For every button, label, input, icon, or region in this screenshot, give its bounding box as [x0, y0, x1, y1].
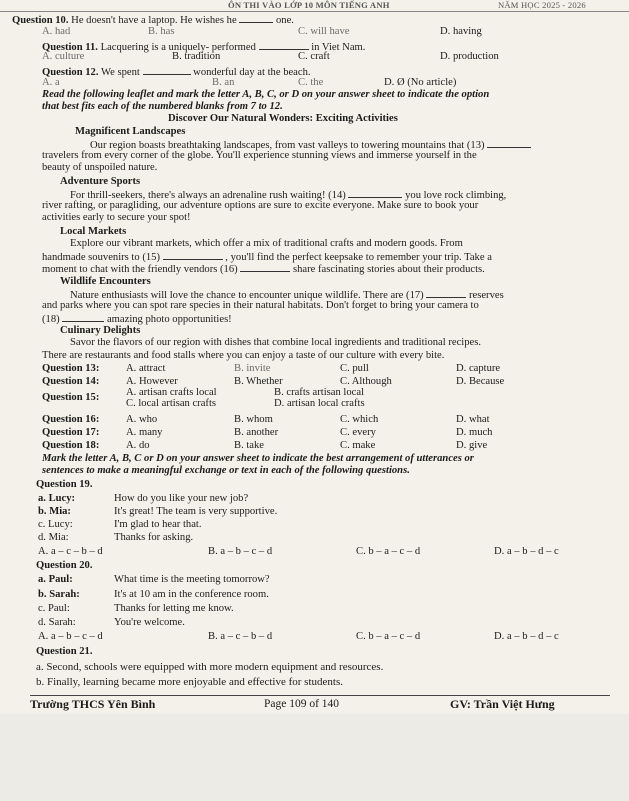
footer-teacher: GV: Trần Việt Hưng — [450, 697, 555, 711]
markets-line-3: moment to chat with the friendly vendors (16) share fascinating stories about their products. — [42, 264, 485, 275]
answer-blank-18[interactable] — [62, 312, 104, 322]
q13-label: Question 13: — [42, 363, 100, 374]
q11-option-a[interactable]: A. culture — [42, 51, 85, 62]
q10-option-a[interactable]: A. had — [42, 26, 71, 37]
q20-utterance: It's at 10 am in the conference room. — [114, 589, 269, 600]
q20-utterance: You're welcome. — [114, 617, 185, 628]
section-heading-culinary: Culinary Delights — [60, 325, 141, 336]
wildlife-line-2: and parks where you can spot rare species in their natural habitats. Don't forget to bring your camera to — [42, 300, 479, 311]
header-year: NĂM HỌC 2025 - 2026 — [498, 0, 586, 10]
sports-line-1: For thrill-seekers, there's always an adrenaline rush waiting! (14) you love rock climbing, — [70, 190, 507, 201]
q19-utterance: Thanks for asking. — [114, 532, 194, 543]
q19-speaker: b. Mia: — [38, 506, 71, 517]
q15-option-b[interactable]: B. crafts artisan local — [274, 387, 365, 398]
q12-option-a[interactable]: A. a — [42, 77, 60, 88]
q13-option-b[interactable]: B. invite — [234, 363, 271, 374]
q19-label: Question 19. — [36, 479, 93, 490]
q12-option-d[interactable]: D. Ø (No article) — [384, 77, 457, 88]
footer-rule — [30, 695, 610, 696]
answer-blank-15[interactable] — [163, 250, 223, 260]
q20-speaker: b. Sarah: — [38, 589, 80, 600]
markets-line-2: handmade souvenirs to (15) , you'll find the perfect keepsake to remember your trip. Take a — [42, 252, 492, 263]
q14-option-b[interactable]: B. Whether — [234, 376, 283, 387]
q21-sentence: b. Finally, learning became more enjoyable and effective for students. — [36, 676, 343, 688]
q19-speaker: a. Lucy: — [38, 493, 76, 504]
landscapes-line-2: travelers from every corner of the globe. You'll experience stunning views and immerse yourself in the — [42, 150, 477, 161]
q20-option-a[interactable]: A. a – b – c – d — [38, 631, 103, 642]
page-number: Page 109 of 140 — [264, 698, 340, 710]
q15-option-d[interactable]: D. artisan local crafts — [274, 398, 365, 409]
q18-option-c[interactable]: C. make — [340, 440, 376, 451]
answer-blank[interactable] — [143, 65, 191, 75]
q19-option-b[interactable]: B. a – b – c – d — [208, 546, 273, 557]
wildlife-line-3: (18) amazing photo opportunities! — [42, 314, 232, 325]
q11-option-b[interactable]: B. tradition — [172, 51, 221, 62]
q18-option-d[interactable]: D. give — [456, 440, 488, 451]
q20-option-d[interactable]: D. a – b – d – c — [494, 631, 559, 642]
footer-school: Trường THCS Yên Bình — [30, 697, 156, 711]
page-bottom-margin — [0, 714, 629, 801]
q15-option-a[interactable]: A. artisan crafts local — [126, 387, 217, 398]
q16-option-a[interactable]: A. who — [126, 414, 158, 425]
q14-option-a[interactable]: A. However — [126, 376, 178, 387]
q20-option-c[interactable]: C. b – a – c – d — [356, 631, 421, 642]
instruction-text: Mark the letter A, B, C or D on your answer sheet to indicate the best arrangement of utterances or — [42, 453, 474, 464]
header-title: ÔN THI VÀO LỚP 10 MÔN TIẾNG ANH — [228, 0, 390, 10]
q17-option-d[interactable]: D. much — [456, 427, 493, 438]
section-heading-landscapes: Magnificent Landscapes — [75, 126, 186, 137]
q19-speaker: c. Lucy: — [38, 519, 73, 530]
q10-option-d[interactable]: D. having — [440, 26, 482, 37]
q21-sentence: a. Second, schools were equipped with more modern equipment and resources. — [36, 661, 384, 673]
q13-option-d[interactable]: D. capture — [456, 363, 501, 374]
question-10: Question 10. He doesn't have a laptop. He wishes he one. — [12, 15, 294, 26]
answer-blank-13[interactable] — [487, 138, 531, 148]
q12-option-b[interactable]: B. an — [212, 77, 235, 88]
q20-option-b[interactable]: B. a – c – b – d — [208, 631, 273, 642]
landscapes-line-3: beauty of unspoiled nature. — [42, 162, 158, 173]
q18-label: Question 18: — [42, 440, 100, 451]
q16-option-b[interactable]: B. whom — [234, 414, 273, 425]
q20-utterance: What time is the meeting tomorrow? — [114, 574, 270, 585]
q16-label: Question 16: — [42, 414, 100, 425]
q12-option-c[interactable]: C. the — [298, 77, 324, 88]
question-12: Question 12. We spent wonderful day at the beach. — [42, 67, 311, 78]
instruction-text: Read the following leaflet and mark the letter A, B, C, or D on your answer sheet to indicate the option — [42, 89, 490, 100]
q19-option-a[interactable]: A. a – c – b – d — [38, 546, 103, 557]
q17-option-b[interactable]: B. another — [234, 427, 279, 438]
q14-label: Question 14: — [42, 376, 100, 387]
q15-option-c[interactable]: C. local artisan crafts — [126, 398, 217, 409]
answer-blank[interactable] — [259, 40, 309, 50]
answer-blank-17[interactable] — [426, 288, 466, 298]
q19-utterance: How do you like your new job? — [114, 493, 249, 504]
culinary-line-1: Savor the flavors of our region with dishes that combine local ingredients and traditional recipes. — [70, 337, 481, 348]
q19-utterance: It's great! The team is very supportive. — [114, 506, 278, 517]
q18-option-b[interactable]: B. take — [234, 440, 265, 451]
wildlife-line-1: Nature enthusiasts will love the chance to encounter unique wildlife. There are (17) reserves — [70, 290, 504, 301]
section-heading-sports: Adventure Sports — [60, 176, 141, 187]
answer-blank-14[interactable] — [348, 188, 402, 198]
q13-option-c[interactable]: C. pull — [340, 363, 369, 374]
section-heading-markets: Local Markets — [60, 226, 127, 237]
q20-utterance: Thanks for letting me know. — [114, 603, 234, 614]
sports-line-3: activities early to secure your spot! — [42, 212, 191, 223]
landscapes-line-1: Our region boasts breathtaking landscapes, from vast valleys to towering mountains that (13) — [90, 138, 531, 152]
q19-speaker: d. Mia: — [38, 532, 69, 543]
q20-speaker: c. Paul: — [38, 603, 70, 614]
q18-option-a[interactable]: A. do — [126, 440, 150, 451]
q17-option-a[interactable]: A. many — [126, 427, 163, 438]
q11-option-c[interactable]: C. craft — [298, 51, 330, 62]
q13-option-a[interactable]: A. attract — [126, 363, 166, 374]
q14-option-c[interactable]: C. Although — [340, 376, 392, 387]
q20-speaker: d. Sarah: — [38, 617, 76, 628]
answer-blank-16[interactable] — [240, 262, 290, 272]
section-heading-wildlife: Wildlife Encounters — [60, 276, 151, 287]
q15-label: Question 15: — [42, 392, 100, 403]
instruction-text: that best fits each of the numbered blanks from 7 to 12. — [42, 101, 283, 112]
q16-option-c[interactable]: C. which — [340, 414, 379, 425]
q19-option-c[interactable]: C. b – a – c – d — [356, 546, 421, 557]
instruction-text: sentences to make a meaningful exchange or text in each of the following questions. — [42, 465, 410, 476]
sports-line-2: river rafting, or paragliding, our adventure options are sure to excite everyone. Make sure to book your — [42, 200, 479, 211]
q19-option-d[interactable]: D. a – b – d – c — [494, 546, 559, 557]
q20-label: Question 20. — [36, 560, 93, 571]
q20-speaker: a. Paul: — [38, 574, 73, 585]
q19-utterance: I'm glad to hear that. — [114, 519, 202, 530]
markets-line-1: Explore our vibrant markets, which offer a mix of traditional crafts and modern goods. From — [70, 238, 463, 249]
culinary-line-2: There are restaurants and food stalls where you can enjoy a taste of our culture with every bite. — [42, 350, 445, 361]
answer-blank[interactable] — [239, 13, 273, 23]
q21-label: Question 21. — [36, 646, 93, 657]
q14-option-d[interactable]: D. Because — [456, 376, 505, 387]
q16-option-d[interactable]: D. what — [456, 414, 490, 425]
q17-option-c[interactable]: C. every — [340, 427, 376, 438]
q17-label: Question 17: — [42, 427, 100, 438]
q11-option-d[interactable]: D. production — [440, 51, 499, 62]
header-rule — [0, 11, 629, 12]
q10-option-b[interactable]: B. has — [148, 26, 175, 37]
q10-option-c[interactable]: C. will have — [298, 26, 350, 37]
question-11: Question 11. Lacquering is a uniquely- performed in Viet Nam. — [42, 42, 366, 53]
leaflet-title: Discover Our Natural Wonders: Exciting Activities — [168, 113, 398, 124]
